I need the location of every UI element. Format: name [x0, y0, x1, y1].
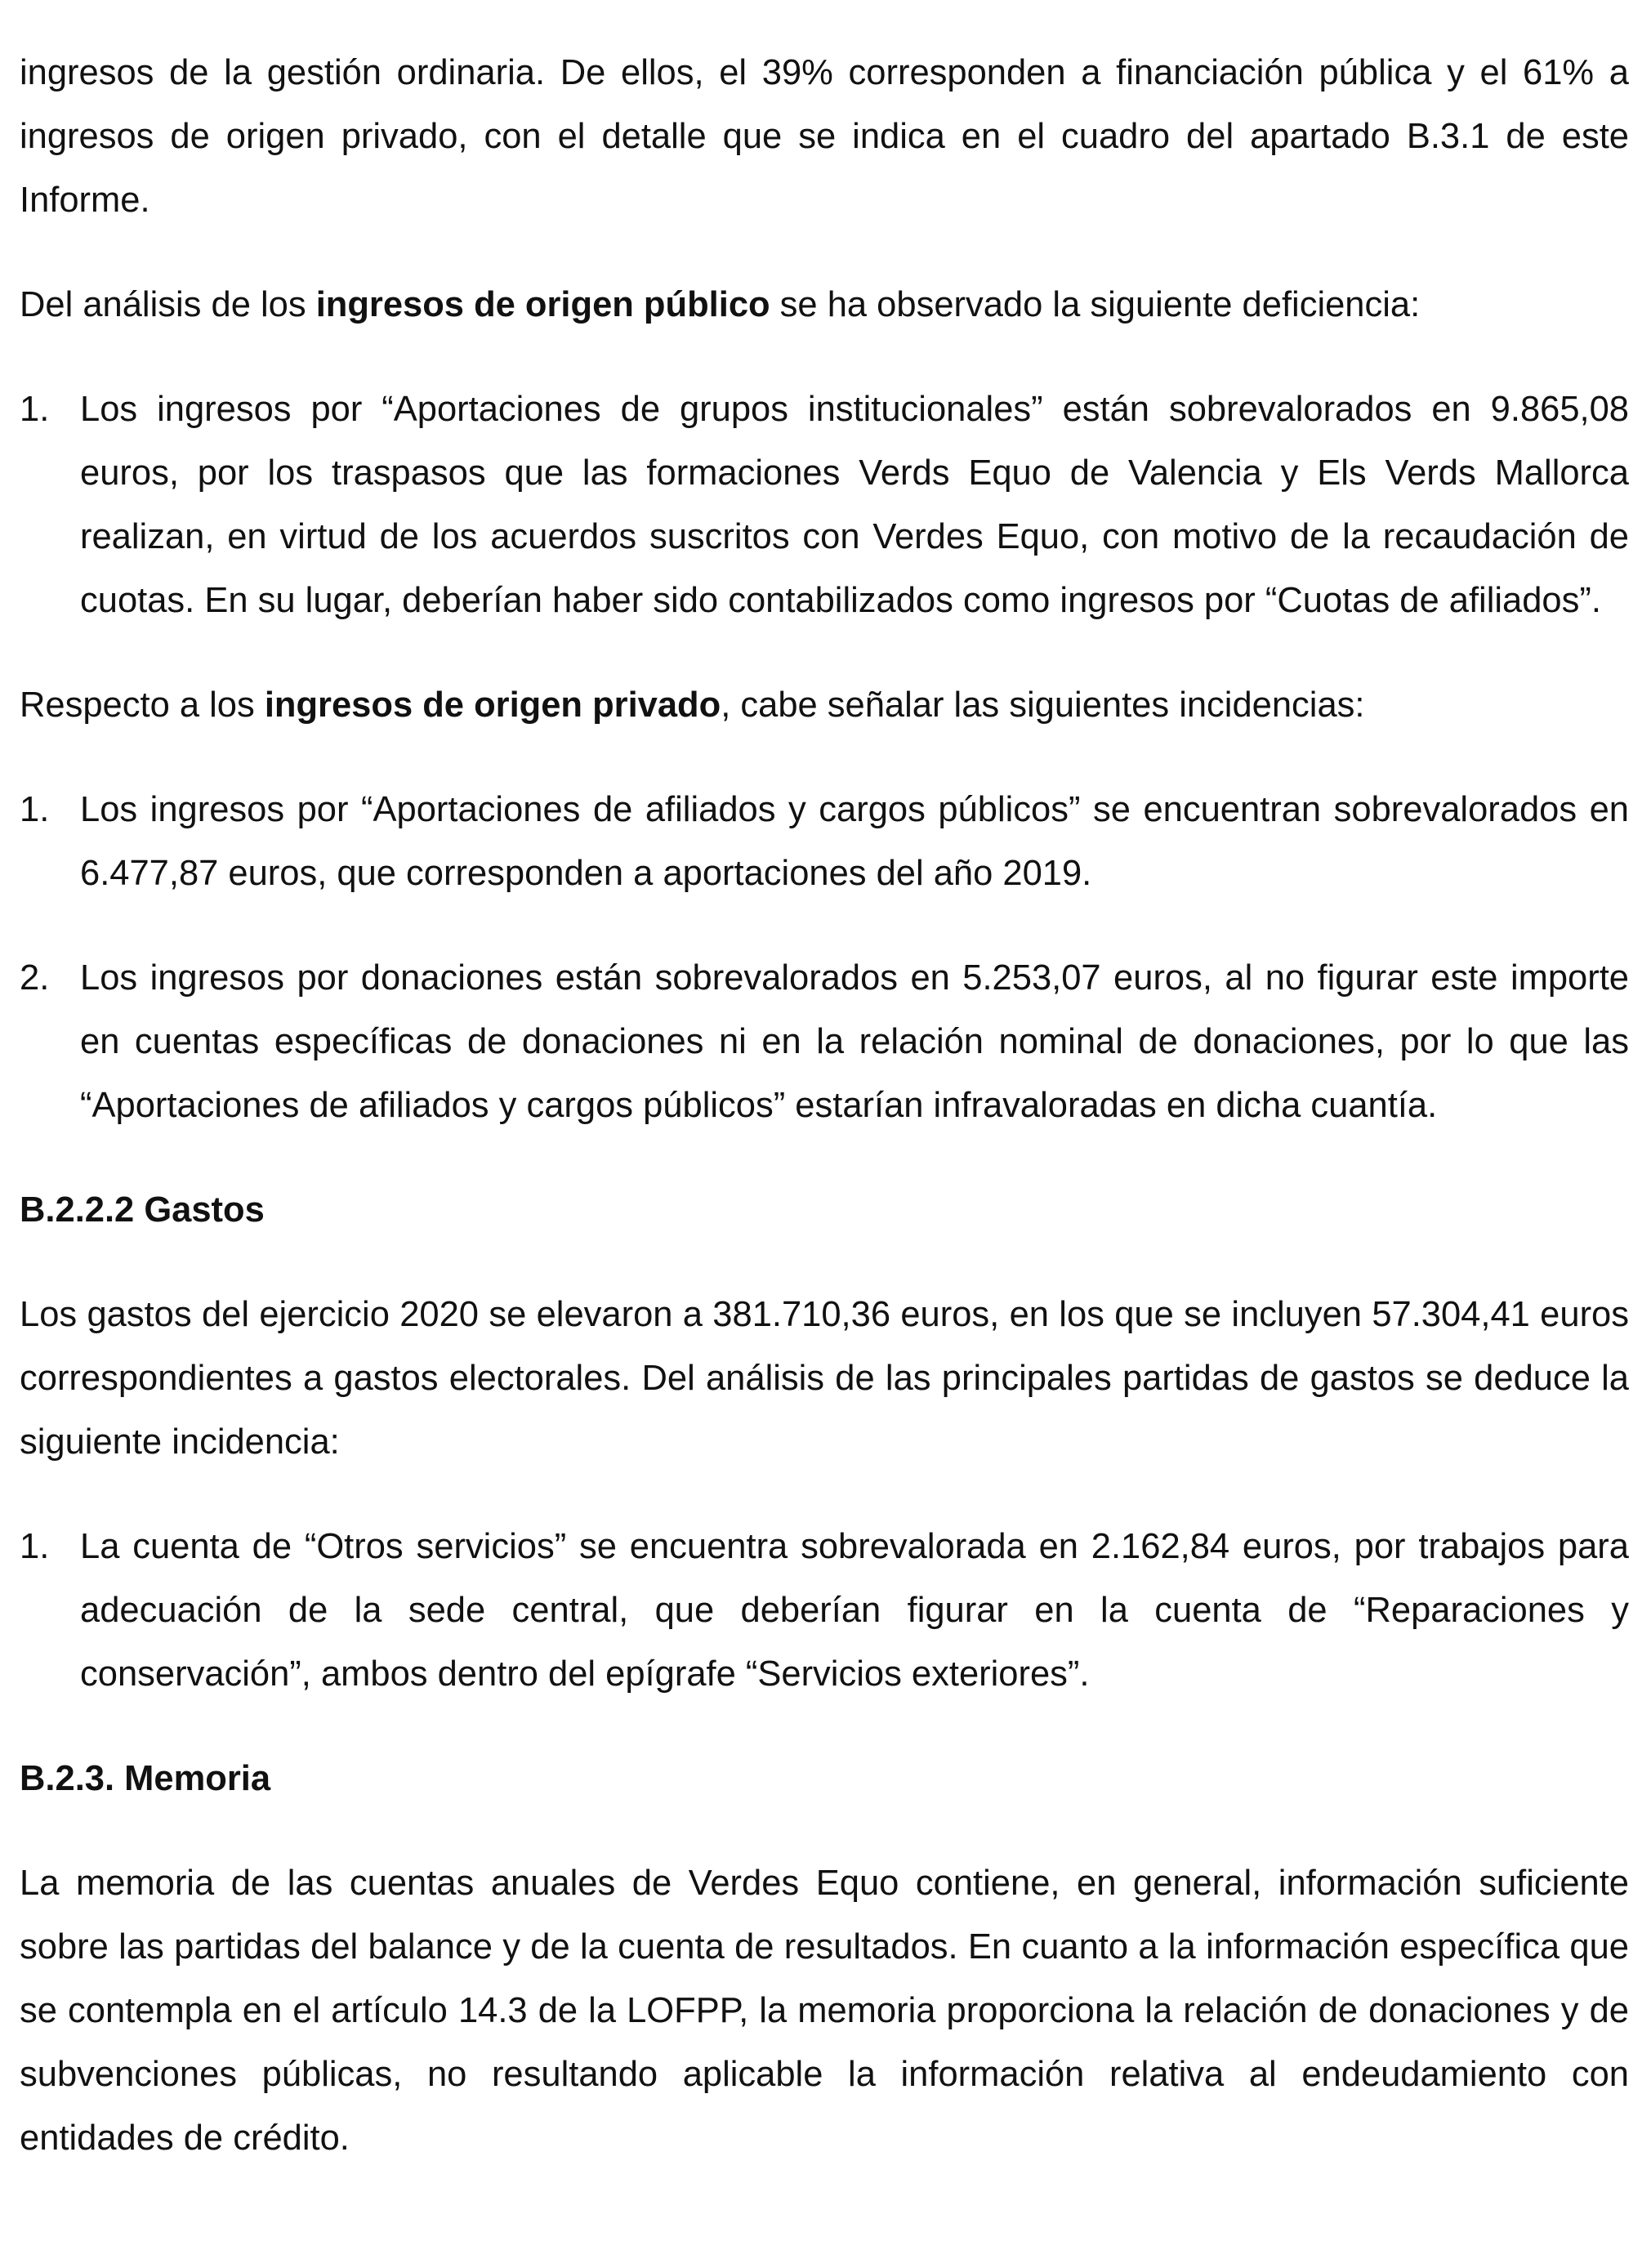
public-income-lead-bold: ingresos de origen público — [315, 285, 770, 324]
private-income-lead — [20, 673, 1629, 737]
expenses-heading: B.2.2.2 Gastos — [20, 1190, 265, 1230]
list-item-number: 1. — [20, 1527, 50, 1566]
list-item — [20, 377, 1629, 632]
list-item — [20, 778, 1629, 905]
public-income-list — [20, 377, 1629, 632]
expenses-list — [20, 1515, 1629, 1706]
memoria-paragraph: La memoria de las cuentas anuales de Verdes Equo contiene, en general, información suficiente sobre las partidas del balance y de la cuenta de resultados. En cuanto a la información específica que se contempla en el artículo 14.3 de la LOFPP, la memoria proporciona la relación de donaciones y de subvenciones públicas, no resultando aplicable la información relativa al endeudamiento con entidades de crédito. — [20, 1864, 1629, 2158]
private-income-lead-bold: ingresos de origen privado — [264, 685, 721, 725]
private-income-lead-before: Respecto a los — [20, 685, 265, 725]
intro-paragraph: ingresos de la gestión ordinaria. De ellos, el 39% corresponden a financiación pública y el 61% a ingresos de origen privado, con el detalle que se indica en el cuadro del apartado B.3.1 de este Informe. — [20, 53, 1629, 220]
public-income-lead — [20, 273, 1629, 337]
expenses-paragraph: Los gastos del ejercicio 2020 se elevaron a 381.710,36 euros, en los que se incluyen 57.304,41 euros correspondientes a gastos electorales. Del análisis de las principales partidas de gastos se deduce la siguiente incidencia: — [20, 1295, 1629, 1462]
list-item-text: La cuenta de “Otros servicios” se encuentra sobrevalorada en 2.162,84 euros, por trabajos para adecuación de la sede central, que deberían figurar en la cuenta de “Reparaciones y conservación”, ambos dentro del epígrafe “Servicios exteriores”. — [80, 1527, 1629, 1694]
public-income-lead-after: se ha observado la siguiente deficiencia: — [770, 285, 1421, 324]
private-income-lead-after: , cabe señalar las siguientes incidencias: — [721, 685, 1365, 725]
list-item — [20, 946, 1629, 1137]
memoria-heading: B.2.3. Memoria — [20, 1759, 271, 1798]
list-item-number: 1. — [20, 790, 50, 829]
private-income-list — [20, 778, 1629, 1137]
public-income-lead-before: Del análisis de los — [20, 285, 316, 324]
list-item-number: 2. — [20, 958, 50, 998]
list-item-text: Los ingresos por donaciones están sobrevalorados en 5.253,07 euros, al no figurar este importe en cuentas específicas de donaciones ni en la relación nominal de donaciones, por lo que las “Aportaciones de afiliados y cargos públicos” estarían infravaloradas en dicha cuantía. — [80, 958, 1629, 1125]
list-item — [20, 1515, 1629, 1706]
list-item-text: Los ingresos por “Aportaciones de afiliados y cargos públicos” se encuentran sobrevalorados en 6.477,87 euros, que corresponden a aportaciones del año 2019. — [80, 790, 1629, 893]
list-item-text: Los ingresos por “Aportaciones de grupos institucionales” están sobrevalorados en 9.865,08 euros, por los traspasos que las formaciones Verds Equo de Valencia y Els Verds Mallorca realizan, en virtud de los acuerdos suscritos con Verdes Equo, con motivo de la recaudación de cuotas. En su lugar, deberían haber sido contabilizados como ingresos por “Cuotas de afiliados”. — [80, 390, 1629, 620]
document-page — [20, 41, 1629, 2170]
list-item-number: 1. — [20, 390, 50, 429]
